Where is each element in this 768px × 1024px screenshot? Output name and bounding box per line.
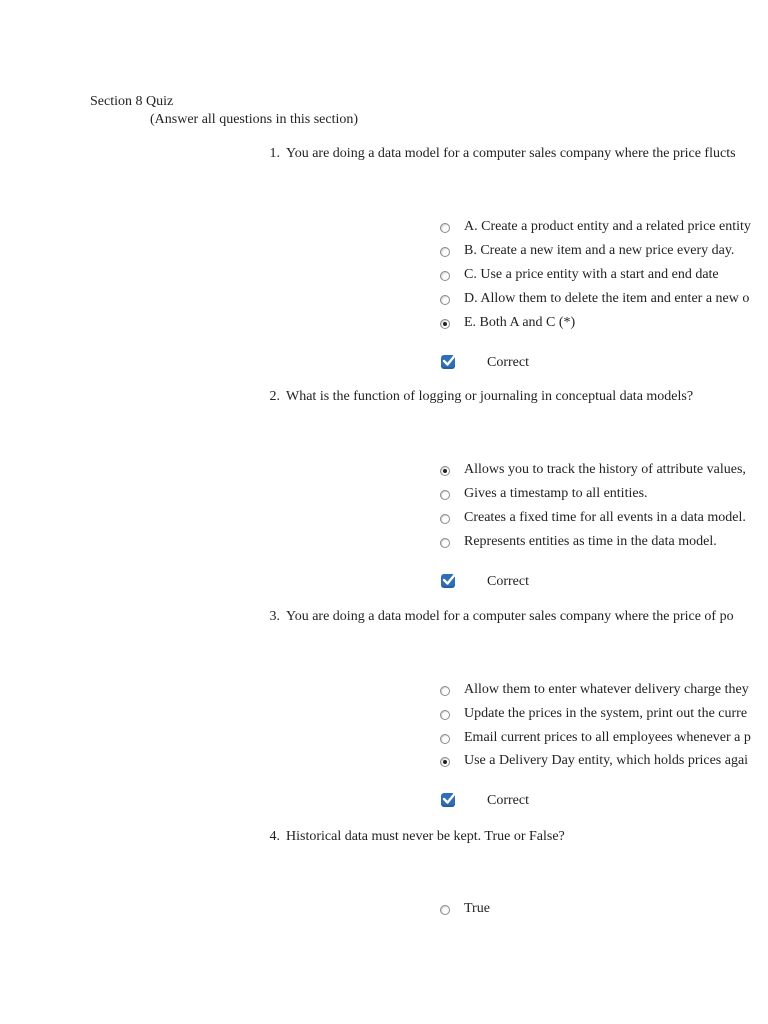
question-text: What is the function of logging or journaling in conceptual data models? — [286, 389, 694, 404]
answer-option-label: Use a Delivery Day entity, which holds prices agai — [464, 753, 749, 768]
radio-button-icon[interactable] — [440, 710, 450, 720]
question-number: 1. — [269, 146, 280, 161]
question-number: 3. — [269, 609, 280, 624]
result-label: Correct — [487, 793, 529, 808]
radio-button-icon[interactable] — [440, 295, 450, 305]
radio-button-selected-icon[interactable] — [440, 466, 450, 476]
answer-option-label: Allows you to track the history of attribute values, — [464, 462, 746, 477]
answer-option-label: Gives a timestamp to all entities. — [464, 486, 648, 501]
result-label: Correct — [487, 355, 529, 370]
answer-option-label: Email current prices to all employees whenever a p — [464, 730, 751, 745]
radio-button-selected-icon[interactable] — [440, 319, 450, 329]
radio-button-icon[interactable] — [440, 271, 450, 281]
question-text: You are doing a data model for a computer sales company where the price flucts — [286, 146, 736, 161]
radio-button-icon[interactable] — [440, 514, 450, 524]
answer-option-label: B. Create a new item and a new price every day. — [464, 243, 735, 258]
radio-button-icon[interactable] — [440, 734, 450, 744]
radio-button-icon[interactable] — [440, 686, 450, 696]
answer-option-label: True — [464, 901, 490, 916]
question-text: You are doing a data model for a computer sales company where the price of po — [286, 609, 734, 624]
radio-button-selected-icon[interactable] — [440, 757, 450, 767]
answer-option-label: C. Use a price entity with a start and end date — [464, 267, 719, 282]
radio-button-icon[interactable] — [440, 247, 450, 257]
answer-option-label: Allow them to enter whatever delivery charge they — [464, 682, 749, 697]
radio-button-icon[interactable] — [440, 538, 450, 548]
radio-button-icon[interactable] — [440, 490, 450, 500]
question-number: 4. — [269, 829, 280, 844]
checkbox-check-icon — [441, 355, 455, 369]
radio-button-icon[interactable] — [440, 905, 450, 915]
answer-option-label: Creates a fixed time for all events in a data model. — [464, 510, 746, 525]
answer-option-label: Represents entities as time in the data model. — [464, 534, 717, 549]
answer-option-label: D. Allow them to delete the item and enter a new o — [464, 291, 750, 306]
radio-button-icon[interactable] — [440, 223, 450, 233]
question-text: Historical data must never be kept. True or False? — [286, 829, 565, 844]
result-label: Correct — [487, 574, 529, 589]
checkbox-check-icon — [441, 793, 455, 807]
question-number: 2. — [269, 389, 280, 404]
checkbox-check-icon — [441, 574, 455, 588]
answer-option-label: E. Both A and C (*) — [464, 315, 576, 330]
section-instructions: (Answer all questions in this section) — [150, 112, 359, 127]
section-title: Section 8 Quiz — [90, 94, 174, 109]
answer-option-label: A. Create a product entity and a related price entity — [464, 219, 751, 234]
answer-option-label: Update the prices in the system, print out the curre — [464, 706, 748, 721]
